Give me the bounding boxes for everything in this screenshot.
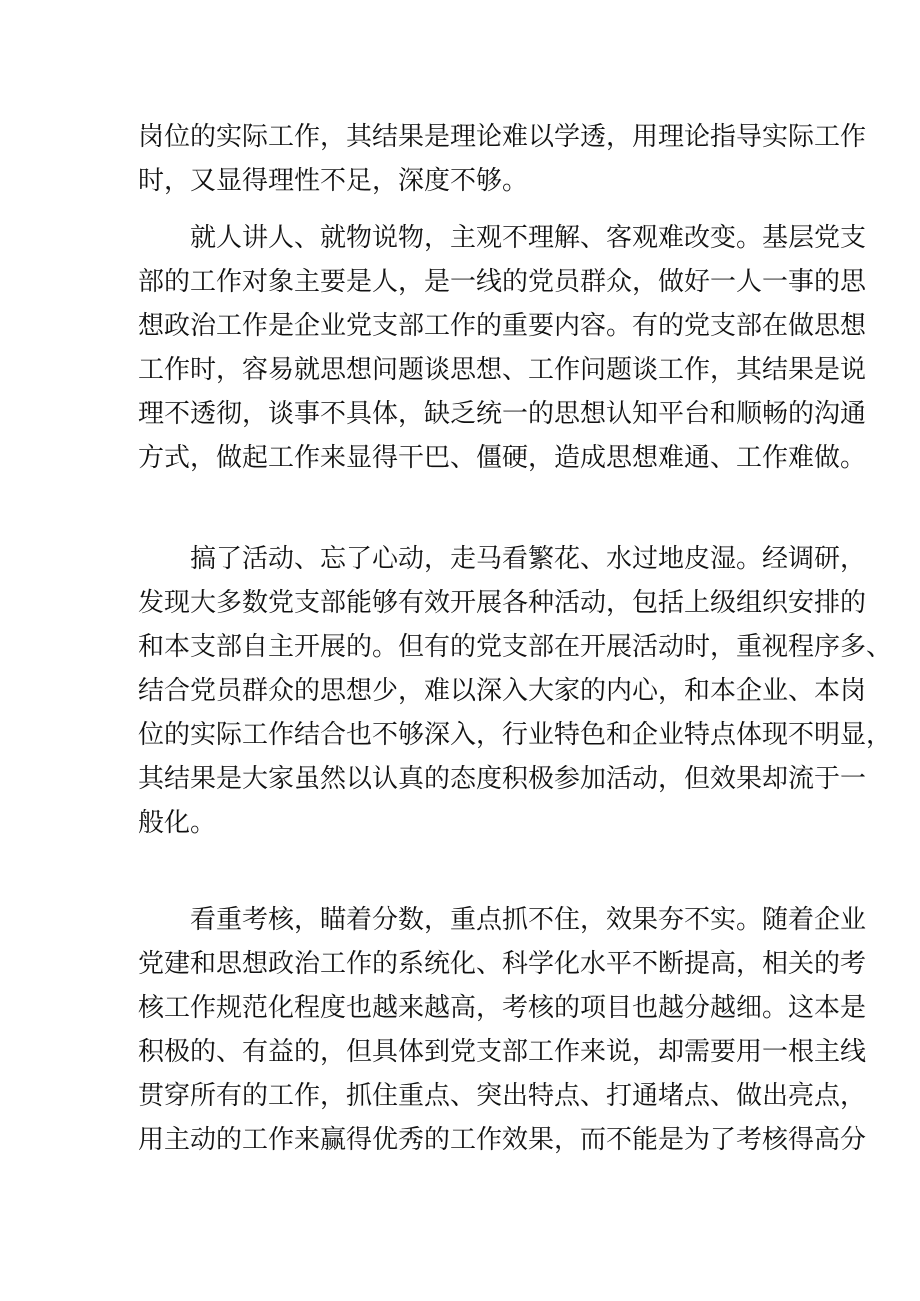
paragraph-assessment xyxy=(138,898,867,1162)
text-line: 般化。 xyxy=(138,808,217,838)
text-line: 用主动的工作来赢得优秀的工作效果，而不能是为了考核得高分 xyxy=(138,1125,867,1155)
paragraph-activities xyxy=(138,537,893,845)
text-line: 理不透彻，谈事不具体，缺乏统一的思想认知平台和顺畅的沟通 xyxy=(138,399,867,429)
paragraph-continuation xyxy=(138,115,867,203)
text-line: 结合党员群众的思想少，难以深入大家的内心，和本企业、本岗 xyxy=(138,676,867,706)
text-line: 岗位的实际工作，其结果是理论难以学透，用理论指导实际工作 xyxy=(138,122,867,152)
text-line: 部的工作对象主要是人，是一线的党员群众，做好一人一事的思 xyxy=(138,267,867,297)
text-line: 核工作规范化程度也越来越高，考核的项目也越分越细。这本是 xyxy=(138,993,867,1023)
text-line: 其结果是大家虽然以认真的态度积极参加活动，但效果却流于一 xyxy=(138,764,867,794)
text-line: 就人讲人、就物说物，主观不理解、客观难改变。基层党支 xyxy=(190,223,867,253)
text-line: 看重考核，瞄着分数，重点抓不住，效果夯不实。随着企业 xyxy=(190,905,867,935)
text-line: 方式，做起工作来显得干巴、僵硬，造成思想难通、工作难做。 xyxy=(138,443,867,473)
text-line: 位的实际工作结合也不够深入，行业特色和企业特点体现不明显， xyxy=(138,720,893,750)
text-line: 搞了活动、忘了心动，走马看繁花、水过地皮湿。经调研， xyxy=(190,544,867,574)
text-line: 积极的、有益的，但具体到党支部工作来说，却需要用一根主线 xyxy=(138,1037,867,1067)
paragraph-communication xyxy=(138,216,867,480)
text-line: 发现大多数党支部能够有效开展各种活动，包括上级组织安排的 xyxy=(138,588,867,618)
text-line: 和本支部自主开展的。但有的党支部在开展活动时，重视程序多、 xyxy=(138,632,893,662)
text-line: 党建和思想政治工作的系统化、科学化水平不断提高，相关的考 xyxy=(138,949,867,979)
text-line: 贯穿所有的工作，抓住重点、突出特点、打通堵点、做出亮点， xyxy=(138,1081,867,1111)
text-line: 时，又显得理性不足，深度不够。 xyxy=(138,166,529,196)
text-line: 想政治工作是企业党支部工作的重要内容。有的党支部在做思想 xyxy=(138,311,867,341)
text-line: 工作时，容易就思想问题谈思想、工作问题谈工作，其结果是说 xyxy=(138,355,867,385)
